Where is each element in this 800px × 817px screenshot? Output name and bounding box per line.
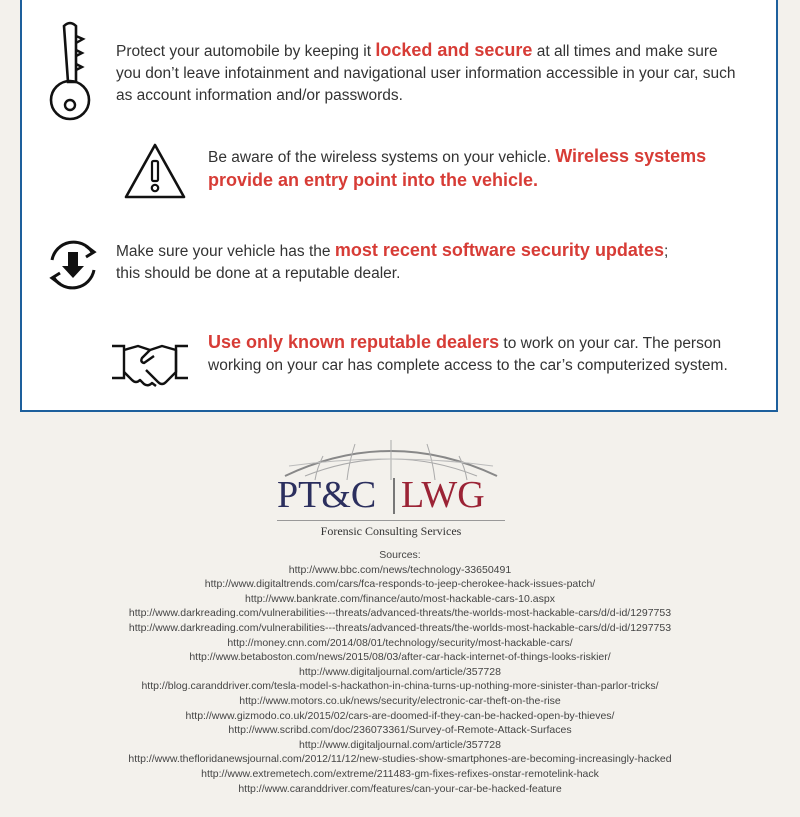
source-link[interactable]: http://www.digitaltrends.com/cars/fca-responds-to-jeep-cherokee-hack-issues-patch/: [204, 578, 596, 591]
source-link[interactable]: http://www.darkreading.com/vulnerabilities---threats/advanced-threats/the-worlds-most-hackable-cars/d/d-id/1297753: [128, 607, 672, 620]
sources-list: [0, 548, 800, 796]
source-link[interactable]: http://money.cnn.com/2014/08/01/technology/security/most-hackable-cars/: [227, 636, 573, 649]
source-link[interactable]: http://www.digitaljournal.com/article/357728: [299, 665, 501, 678]
update-icon: [42, 234, 104, 296]
source-link[interactable]: http://www.scribd.com/doc/236073361/Survey-of-Remote-Attack-Surfaces: [228, 724, 572, 737]
source-link[interactable]: http://www.thefloridanewsjournal.com/2012/11/12/new-studies-show-smartphones-are-becoming-increasingly-hacked: [128, 753, 672, 766]
source-link[interactable]: http://www.digitaljournal.com/article/357728: [299, 738, 501, 751]
tip-dealers-highlight: Use only known reputable dealers: [208, 332, 500, 352]
source-link[interactable]: http://blog.caranddriver.com/tesla-model-s-hackathon-in-china-turns-up-nothing-more-sinister-than-parlor-tricks/: [141, 680, 659, 693]
tip-lock-highlight: locked and secure: [375, 40, 533, 60]
logo-tagline: Forensic Consulting Services: [320, 524, 462, 538]
logo-divider: [393, 478, 395, 514]
tip-updates-highlight: most recent software security updates: [334, 240, 664, 260]
logo-rule: [277, 520, 505, 521]
tip-dealers-text: Use only known reputable dealers to work on your car. The person working on your car has complete access to the car’s computerized system.: [208, 332, 728, 374]
source-link[interactable]: http://www.darkreading.com/vulnerabilities---threats/advanced-threats/the-worlds-most-hackable-cars/d/d-id/1297753: [128, 621, 672, 634]
tips-panel: [20, 0, 778, 412]
tip-lock-text: Protect your automobile by keeping it locked and secure at all times and make sure you don’t leave infotainment and navigational user information accessible in your car, such as account information and/or passwords.: [116, 40, 736, 104]
source-link[interactable]: http://www.gizmodo.co.uk/2015/02/cars-are-doomed-if-they-can-be-hacked-open-by-thieves/: [185, 709, 615, 722]
source-link[interactable]: http://www.bankrate.com/finance/auto/most-hackable-cars-10.aspx: [245, 592, 555, 605]
tip-wireless-highlight: Wireless systems provide an entry point into the vehicle.: [208, 146, 707, 190]
source-link[interactable]: http://www.motors.co.uk/news/security/electronic-car-theft-on-the-rise: [239, 694, 561, 707]
key-icon: [48, 20, 92, 124]
ptc-lwg-logo: [275, 436, 507, 540]
source-link[interactable]: http://www.extremetech.com/extreme/211483-gm-fixes-refixes-onstar-remotelink-hack: [201, 767, 599, 780]
tip-updates-text: Make sure your vehicle has the most recent software security updates; this should be done at a reputable dealer.: [116, 240, 669, 282]
handshake-icon: [110, 338, 190, 390]
source-link[interactable]: http://www.bbc.com/news/technology-33650491: [288, 563, 512, 576]
source-link[interactable]: http://www.betaboston.com/news/2015/08/03/after-car-hack-internet-of-things-looks-riskier/: [189, 651, 611, 664]
sources-heading: Sources:: [379, 549, 421, 561]
logo-ptc-text: PT&C: [277, 474, 377, 516]
source-link[interactable]: http://www.caranddriver.com/features/can-your-car-be-hacked-feature: [238, 782, 562, 795]
warning-icon: [122, 141, 188, 201]
logo-lwg-text: LWG: [401, 474, 485, 516]
tip-wireless-text: Be aware of the wireless systems on your vehicle. Wireless systems provide an entry point into the vehicle.: [208, 146, 707, 190]
